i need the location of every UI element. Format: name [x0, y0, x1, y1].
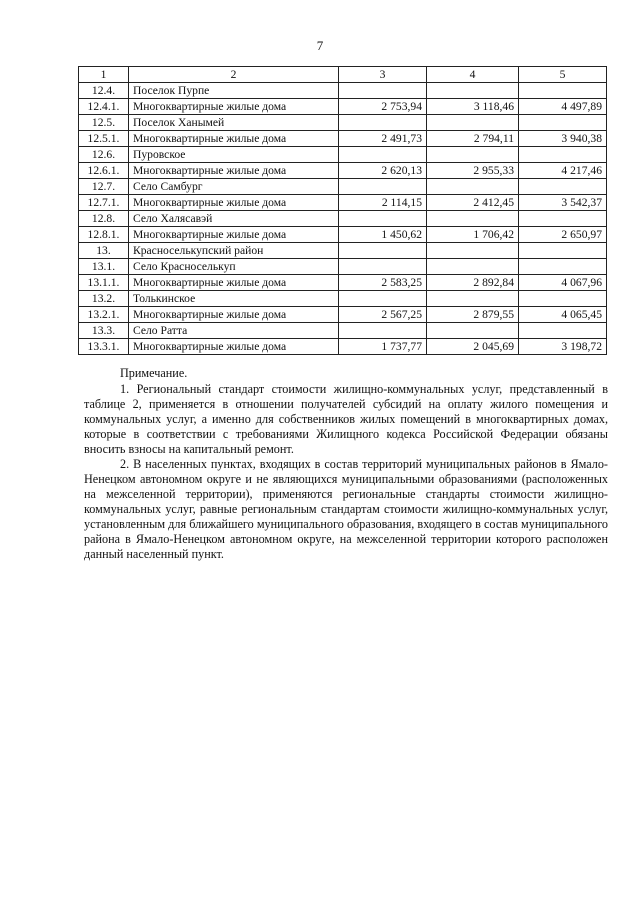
row-value-col4: 1 706,42	[427, 227, 519, 243]
row-value-col4	[427, 83, 519, 99]
table-row	[79, 307, 607, 323]
row-value-col4	[427, 243, 519, 259]
row-value-col4	[427, 179, 519, 195]
table-header-row	[79, 67, 607, 83]
row-value-col3: 1 737,77	[339, 339, 427, 355]
row-number-cell: 12.7.	[79, 179, 129, 195]
row-value-col5	[519, 115, 607, 131]
table-row	[79, 115, 607, 131]
table-row	[79, 179, 607, 195]
row-name-cell: Многоквартирные жилые дома	[129, 339, 339, 355]
header-cell-1: 1	[79, 67, 129, 83]
row-value-col5	[519, 147, 607, 163]
row-name-cell: Многоквартирные жилые дома	[129, 227, 339, 243]
row-name-cell: Пуровское	[129, 147, 339, 163]
row-name-cell: Толькинское	[129, 291, 339, 307]
row-value-col5	[519, 291, 607, 307]
row-value-col5: 2 650,97	[519, 227, 607, 243]
row-value-col5	[519, 211, 607, 227]
header-cell-3: 3	[339, 67, 427, 83]
header-cell-4: 4	[427, 67, 519, 83]
row-number-cell: 12.7.1.	[79, 195, 129, 211]
row-value-col3	[339, 243, 427, 259]
row-value-col4: 2 412,45	[427, 195, 519, 211]
table-row	[79, 259, 607, 275]
row-value-col3	[339, 259, 427, 275]
row-value-col4: 2 892,84	[427, 275, 519, 291]
row-number-cell: 12.8.	[79, 211, 129, 227]
row-name-cell: Многоквартирные жилые дома	[129, 163, 339, 179]
row-number-cell: 13.1.1.	[79, 275, 129, 291]
row-value-col4	[427, 291, 519, 307]
row-value-col3: 1 450,62	[339, 227, 427, 243]
row-value-col5	[519, 259, 607, 275]
row-value-col4: 3 118,46	[427, 99, 519, 115]
row-value-col3	[339, 147, 427, 163]
row-value-col3	[339, 115, 427, 131]
table-row	[79, 131, 607, 147]
table-row	[79, 323, 607, 339]
row-name-cell: Село Халясавэй	[129, 211, 339, 227]
notes-section	[84, 366, 608, 562]
table-row	[79, 339, 607, 355]
table-row	[79, 195, 607, 211]
row-value-col4	[427, 259, 519, 275]
row-name-cell: Село Самбург	[129, 179, 339, 195]
row-name-cell: Многоквартирные жилые дома	[129, 275, 339, 291]
table-row	[79, 83, 607, 99]
row-number-cell: 13.1.	[79, 259, 129, 275]
notes-title: Примечание.	[120, 366, 188, 380]
table-row	[79, 291, 607, 307]
row-value-col3: 2 753,94	[339, 99, 427, 115]
row-value-col5	[519, 243, 607, 259]
row-name-cell: Поселок Ханымей	[129, 115, 339, 131]
row-name-cell: Многоквартирные жилые дома	[129, 195, 339, 211]
table-row	[79, 163, 607, 179]
table-row	[79, 211, 607, 227]
row-name-cell: Многоквартирные жилые дома	[129, 307, 339, 323]
row-name-cell: Многоквартирные жилые дома	[129, 99, 339, 115]
row-number-cell: 12.4.	[79, 83, 129, 99]
table-row	[79, 243, 607, 259]
row-number-cell: 12.8.1.	[79, 227, 129, 243]
row-name-cell: Село Красноселькуп	[129, 259, 339, 275]
row-name-cell: Многоквартирные жилые дома	[129, 131, 339, 147]
row-number-cell: 13.3.	[79, 323, 129, 339]
header-cell-5: 5	[519, 67, 607, 83]
row-value-col5: 4 067,96	[519, 275, 607, 291]
row-value-col5	[519, 179, 607, 195]
row-value-col3	[339, 179, 427, 195]
row-number-cell: 13.2.	[79, 291, 129, 307]
row-value-col5: 4 217,46	[519, 163, 607, 179]
row-value-col4: 2 879,55	[427, 307, 519, 323]
row-value-col5	[519, 323, 607, 339]
row-value-col5: 3 542,37	[519, 195, 607, 211]
row-name-cell: Село Ратта	[129, 323, 339, 339]
table-row	[79, 99, 607, 115]
row-number-cell: 13.	[79, 243, 129, 259]
housing-cost-table	[78, 66, 607, 355]
row-value-col4: 2 794,11	[427, 131, 519, 147]
row-value-col4	[427, 323, 519, 339]
row-value-col4	[427, 147, 519, 163]
header-cell-2: 2	[129, 67, 339, 83]
row-number-cell: 12.6.1.	[79, 163, 129, 179]
row-name-cell: Красноселькупский район	[129, 243, 339, 259]
row-value-col3: 2 583,25	[339, 275, 427, 291]
row-value-col4	[427, 115, 519, 131]
row-value-col4	[427, 211, 519, 227]
row-value-col5: 3 940,38	[519, 131, 607, 147]
table-row	[79, 227, 607, 243]
row-value-col5: 3 198,72	[519, 339, 607, 355]
table-row	[79, 275, 607, 291]
row-value-col4: 2 955,33	[427, 163, 519, 179]
row-value-col3	[339, 291, 427, 307]
note-paragraph-2: 2. В населенных пунктах, входящих в состав территорий муниципальных районов в Ямало-Ненецком автономном округе и не являющихся муниципальными образованиями (расположенных на межселенной территории), применяются региональные стандарты стоимости жилищно-коммунальных услуг, равные региональным стандартам стоимости жилищно-коммунальных услуг, установленным для ближайшего муниципального образования, входящего в состав муниципального района в Ямало-Ненецком автономном округе, на межселенной территории которого расположен данный населенный пункт.	[84, 457, 608, 561]
row-value-col5: 4 497,89	[519, 99, 607, 115]
row-value-col5	[519, 83, 607, 99]
note-paragraph-1: 1. Региональный стандарт стоимости жилищно-коммунальных услуг, представленный в таблице 2, применяется в отношении получателей субсидий на оплату жилого помещения и коммунальных услуг, а именно для собственников жилых помещений в многоквартирных домах, которые в соответствии с требованиями Жилищного кодекса Российской Федерации обязаны вносить взносы на капитальный ремонт.	[84, 382, 608, 456]
row-name-cell: Поселок Пурпе	[129, 83, 339, 99]
row-value-col4: 2 045,69	[427, 339, 519, 355]
row-number-cell: 12.5.1.	[79, 131, 129, 147]
row-value-col3: 2 620,13	[339, 163, 427, 179]
row-value-col3	[339, 323, 427, 339]
page-number: 7	[316, 38, 324, 53]
row-value-col3	[339, 211, 427, 227]
row-value-col5: 4 065,45	[519, 307, 607, 323]
row-value-col3	[339, 83, 427, 99]
table-row	[79, 147, 607, 163]
row-number-cell: 12.5.	[79, 115, 129, 131]
row-number-cell: 13.2.1.	[79, 307, 129, 323]
row-number-cell: 12.6.	[79, 147, 129, 163]
row-value-col3: 2 114,15	[339, 195, 427, 211]
row-value-col3: 2 567,25	[339, 307, 427, 323]
row-number-cell: 13.3.1.	[79, 339, 129, 355]
row-value-col3: 2 491,73	[339, 131, 427, 147]
row-number-cell: 12.4.1.	[79, 99, 129, 115]
